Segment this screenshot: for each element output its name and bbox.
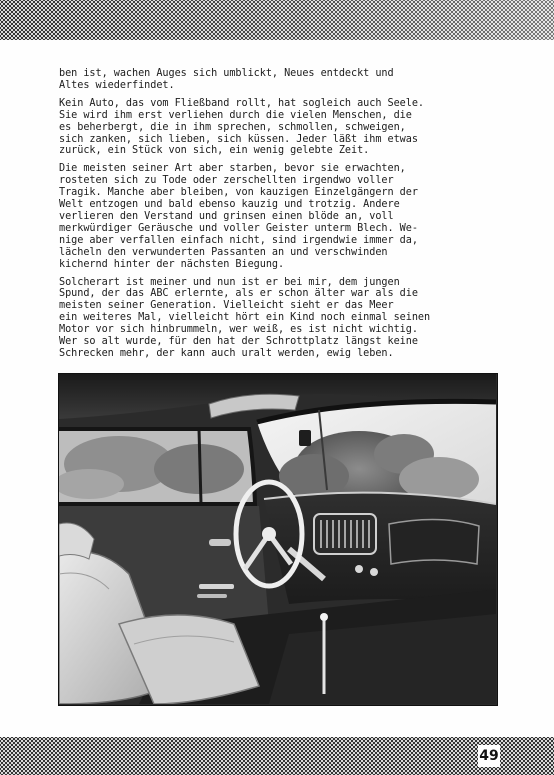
- text-line: ben ist, wachen Auges sich umblickt, Neues entdeckt und: [59, 68, 394, 79]
- text-line: zurück, ein Stück von sich, ein wenig gelebte Zeit.: [59, 145, 370, 157]
- text-line: sich zanken, sich lieben, sich küssen. Jeder läßt ihm etwas: [59, 133, 418, 145]
- paragraph-2: [59, 98, 499, 158]
- top-halftone-band: [0, 0, 554, 40]
- text-line: Tragik. Manche aber bleiben, von kauzigen Einzelgängern der: [59, 187, 418, 199]
- text-line: meisten seiner Generation. Vielleicht sieht er das Meer: [59, 300, 394, 312]
- text-line: lächeln den verwunderten Passanten an und verschwinden: [59, 246, 388, 258]
- text-line: Sie wird ihm erst verliehen durch die vielen Menschen, die: [59, 109, 412, 121]
- text-line: ein weiteres Mal, vielleicht hört ein Kind noch einmal seinen: [59, 312, 431, 324]
- text-line: Spund, der das ABC erlernte, als er schon älter war als die: [59, 288, 418, 300]
- text-line: Motor vor sich hinbrummeln, wer weiß, es ist nicht wichtig.: [59, 324, 418, 336]
- text-line: merkwürdiger Geräusche und voller Geister unterm Blech. We-: [59, 222, 418, 234]
- text-line: es beherbergt, die in ihm sprechen, schmollen, schweigen,: [59, 121, 406, 133]
- text-line: Die meisten seiner Art aber starben, bevor sie erwachten,: [59, 163, 406, 175]
- paragraph-4: [59, 277, 499, 360]
- paragraph-3: [59, 163, 499, 270]
- bottom-halftone-band: [0, 737, 554, 775]
- text-line: Altes wiederfindet.: [59, 79, 175, 91]
- text-line: Kein Auto, das vom Fließband rollt, hat sogleich auch Seele.: [59, 97, 425, 109]
- text-line: kichernd hinter der nächsten Biegung.: [59, 258, 285, 270]
- paragraph-1: [59, 68, 499, 92]
- text-line: rosteten sich zu Tode oder zerschellten irgendwo voller: [59, 175, 394, 187]
- text-line: Solcherart ist meiner und nun ist er bei mir, dem jungen: [59, 276, 400, 288]
- car-interior-illustration: [59, 374, 496, 704]
- text-line: nige aber verfallen einfach nicht, sind irgendwie immer da,: [59, 234, 418, 246]
- page-number: 49: [478, 745, 500, 767]
- text-line: Welt entzogen und bald ebenso kauzig und trotzig. Andere: [59, 199, 400, 211]
- car-interior-photo: [58, 373, 498, 706]
- text-line: verlieren den Verstand und grinsen einen blöde an, voll: [59, 210, 394, 222]
- body-text: [59, 68, 499, 366]
- text-line: Schrecken mehr, der kann auch uralt werden, ewig leben.: [59, 347, 394, 359]
- text-line: Wer so alt wurde, für den hat der Schrottplatz längst keine: [59, 336, 418, 348]
